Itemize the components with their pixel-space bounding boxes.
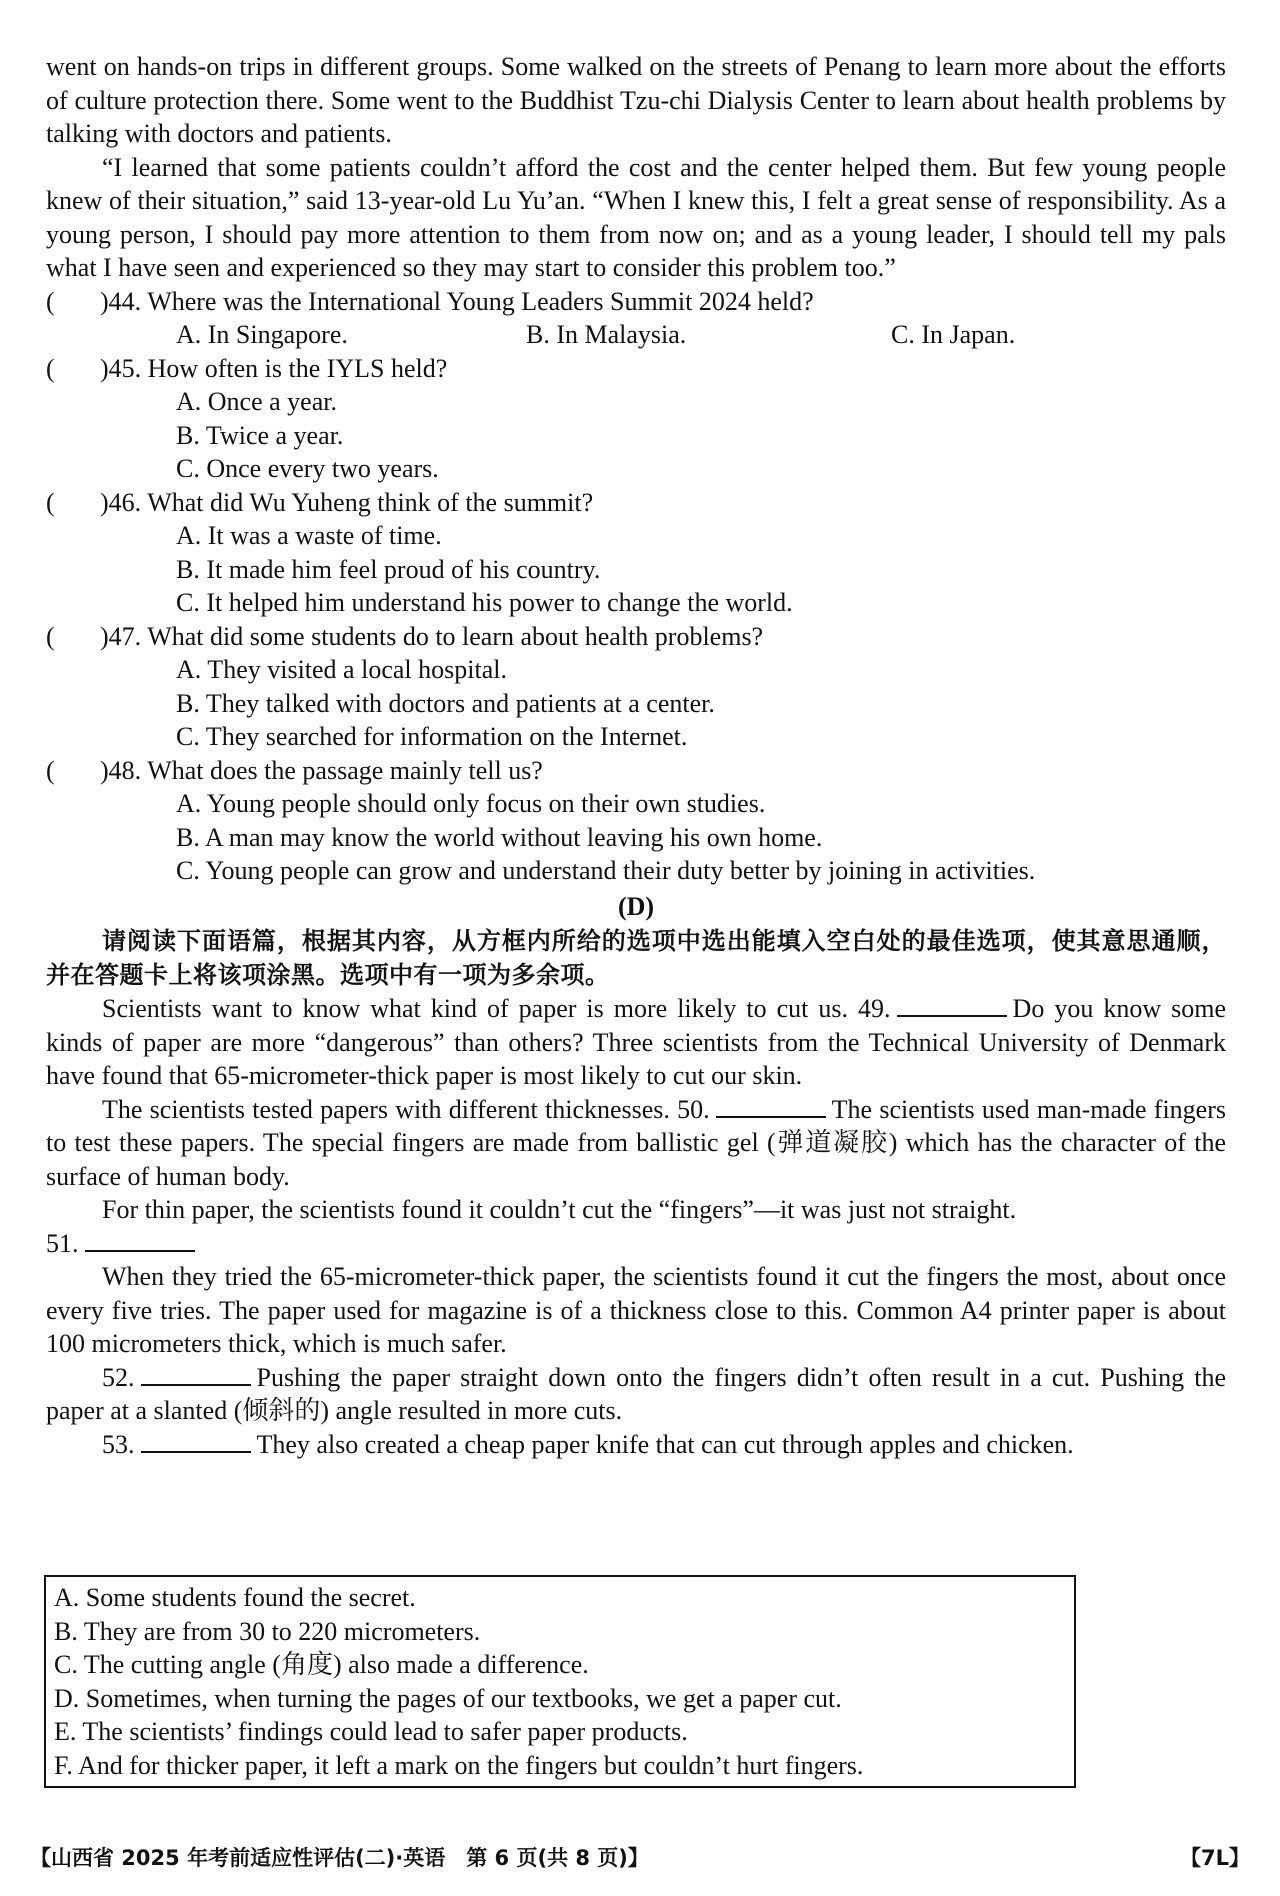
question-stem: )47. What did some students do to learn about health problems? <box>100 621 764 651</box>
question-45 <box>46 352 1226 486</box>
option-a: A. In Singapore. <box>176 320 348 349</box>
option-c: C. Young people can grow and understand their duty better by joining in activities. <box>176 856 1036 885</box>
passage-d-paragraph-5: 52. Pushing the paper straight down onto the fingers didn’t often result in a cut. Pushing the paper at a slanted (倾斜的) angle resulted in more cuts. <box>46 1362 1226 1425</box>
question-44 <box>46 285 1226 352</box>
passage-d-paragraph-4: When they tried the 65-micrometer-thick paper, the scientists found it cut the fingers the most, about once every five tries. The paper used for magazine is of a thickness close to this. Common A4 printer paper is about 100 micrometers thick, which is much safer. <box>46 1262 1226 1358</box>
option-box-f: F. And for thicker paper, it left a mark on the fingers but couldn’t hurt fingers. <box>54 1750 864 1780</box>
option-box-d: D. Sometimes, when turning the pages of our textbooks, we get a paper cut. <box>54 1683 842 1713</box>
question-stem: )46. What did Wu Yuheng think of the summit? <box>100 487 594 517</box>
question-46 <box>46 486 1226 620</box>
passage-c-paragraph-1: went on hands-on trips in different groups. Some walked on the streets of Penang to learn more about the efforts of culture protection there. Some went to the Buddhist Tzu-chi Dialysis Center to learn about health problems by talking with doctors and patients. <box>46 52 1226 148</box>
options-box <box>44 1575 1076 1788</box>
blank-52[interactable] <box>141 1362 251 1386</box>
page-footer <box>30 1842 1250 1872</box>
option-c: C. They searched for information on the Internet. <box>176 722 688 751</box>
page-content <box>46 50 1226 1461</box>
blank-53[interactable] <box>141 1429 251 1453</box>
passage-d-paragraph-6: 53. They also created a cheap paper knife that can cut through apples and chicken. <box>102 1429 1074 1459</box>
passage-d-paragraph-1: Scientists want to know what kind of paper is more likely to cut us. 49. Do you know some kinds of paper are more “dangerous” than others? Three scientists from the Technical University of Denmark have found that 65-micrometer-thick paper is most likely to cut our skin. <box>46 994 1227 1090</box>
question-47 <box>46 620 1226 754</box>
option-b: B. They talked with doctors and patients at a center. <box>176 688 715 718</box>
option-box-b: B. They are from 30 to 220 micrometers. <box>54 1616 481 1646</box>
question-stem: )44. Where was the International Young Leaders Summit 2024 held? <box>100 286 814 316</box>
section-instruction: 请阅读下面语篇，根据其内容，从方框内所给的选项中选出能填入空白处的最佳选项，使其意思通顺，并在答题卡上将该项涂黑。选项中有一项为多余项。 <box>46 927 1226 989</box>
option-b: B. In Malaysia. <box>526 320 687 349</box>
option-a: A. Young people should only focus on their own studies. <box>176 789 766 818</box>
answer-paren[interactable]: ( <box>46 755 55 785</box>
option-b: B. Twice a year. <box>176 420 344 450</box>
option-a: A. Once a year. <box>176 387 337 416</box>
blank-51[interactable] <box>85 1228 195 1252</box>
option-box-a: A. Some students found the secret. <box>54 1583 416 1612</box>
passage-c-paragraph-2: “I learned that some patients couldn’t afford the cost and the center helped them. But few young people knew of their situation,” said 13-year-old Lu Yu’an. “When I knew this, I felt a great sense of responsibility. As a young person, I should pay more attention to them from now on; and as a young leader, I should tell my pals what I have seen and experienced so they may start to consider this problem too.” <box>46 152 1226 282</box>
footer-exam-info: 【山西省 2025 年考前适应性评估(二)·英语 第 6 页(共 8 页)】 <box>30 1846 649 1870</box>
passage-d-paragraph-2: The scientists tested papers with different thicknesses. 50. The scientists used man-made fingers to test these papers. The special fingers are made from ballistic gel (弹道凝胶) which has the character of the surface of human body. <box>46 1094 1226 1191</box>
section-heading: (D) <box>617 891 655 921</box>
option-a: A. They visited a local hospital. <box>176 655 507 684</box>
question-stem: )48. What does the passage mainly tell us? <box>100 755 543 785</box>
answer-paren[interactable]: ( <box>46 286 55 316</box>
option-a: A. It was a waste of time. <box>176 521 442 550</box>
question-48 <box>46 754 1226 888</box>
option-b: B. It made him feel proud of his country. <box>176 554 601 584</box>
answer-paren[interactable]: ( <box>46 621 55 651</box>
option-box-e: E. The scientists’ findings could lead to safer paper products. <box>54 1717 688 1746</box>
option-b: B. A man may know the world without leaving his own home. <box>176 822 823 852</box>
option-c: C. In Japan. <box>891 320 1016 349</box>
blank-49[interactable] <box>897 993 1007 1017</box>
answer-paren[interactable]: ( <box>46 353 55 383</box>
blank-51-line: 51. <box>46 1227 1226 1261</box>
question-stem: )45. How often is the IYLS held? <box>100 353 448 383</box>
option-c: C. Once every two years. <box>176 454 439 483</box>
answer-paren[interactable]: ( <box>46 487 55 517</box>
option-box-c: C. The cutting angle (角度) also made a difference. <box>54 1650 589 1679</box>
passage-d-paragraph-3: For thin paper, the scientists found it couldn’t cut the “fingers”—it was just not straight. <box>102 1195 1017 1224</box>
footer-code: 【7L】 <box>1180 1846 1250 1870</box>
option-c: C. It helped him understand his power to change the world. <box>176 588 793 617</box>
blank-50[interactable] <box>716 1094 826 1118</box>
